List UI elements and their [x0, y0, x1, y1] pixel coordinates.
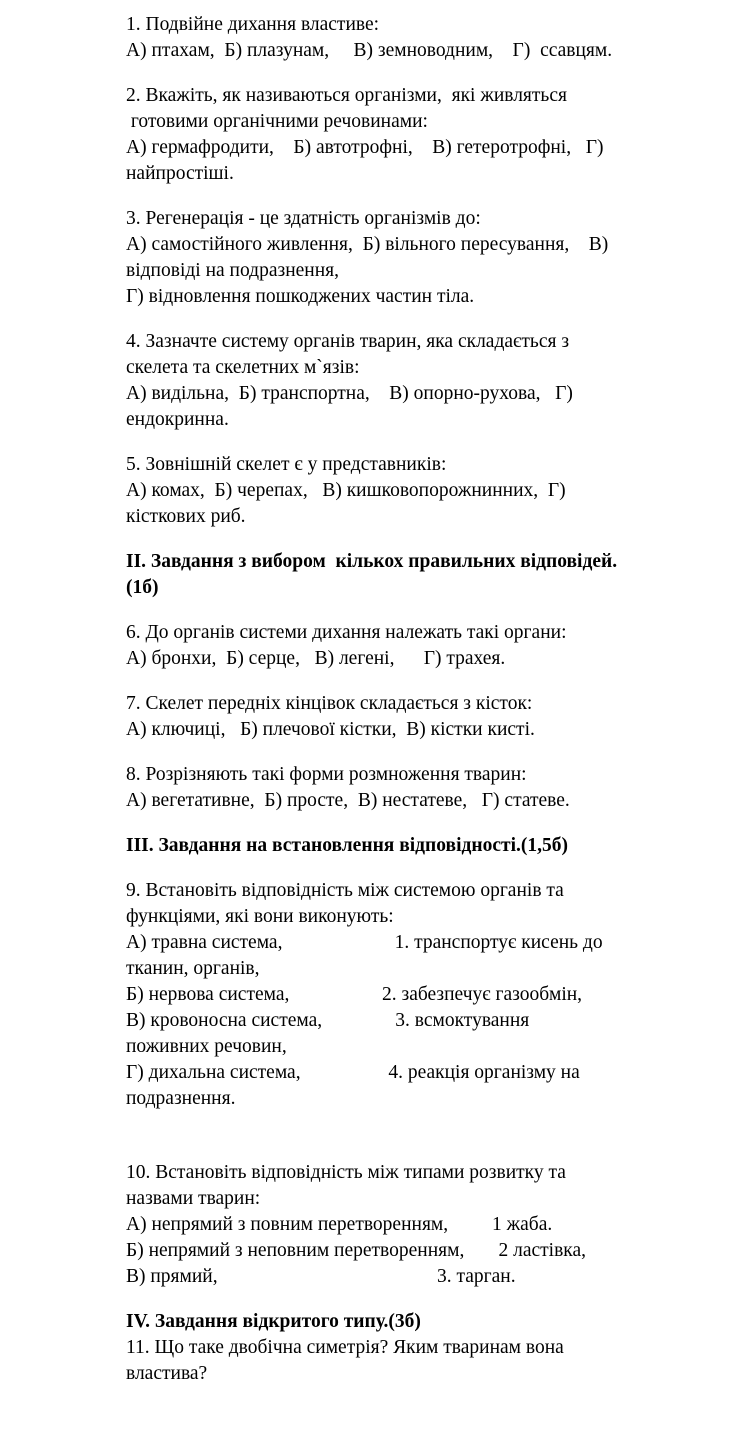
question-5-block — [126, 452, 655, 530]
text-line: 3. Регенерація - це здатність організмів до: — [126, 208, 481, 229]
heading-line: IV. Завдання відкритого типу.(3б) — [126, 1311, 421, 1332]
text-line: В) кровоносна система, 3. всмоктування — [126, 1010, 530, 1031]
question-1-block — [126, 12, 655, 64]
text-line: А) вегетативне, Б) просте, В) нестатеве, Г) статеве. — [126, 790, 570, 811]
question-6-block — [126, 620, 655, 672]
text-line: А) непрямий з повним перетворенням, 1 жаба. — [126, 1214, 553, 1235]
section-iv-heading — [126, 1309, 655, 1335]
text-line: Б) непрямий з неповним перетворенням, 2 ластівка, — [126, 1240, 586, 1261]
text-line: готовими органічними речовинами: — [126, 111, 428, 132]
question-2-block — [126, 83, 655, 187]
text-line: кісткових риб. — [126, 506, 246, 527]
text-line: поживних речовин, — [126, 1036, 287, 1057]
text-line: 5. Зовнішній скелет є у представників: — [126, 454, 447, 475]
text-line: подразнення. — [126, 1088, 236, 1109]
text-line: А) гермафродити, Б) автотрофні, В) гетеротрофні, Г) — [126, 137, 604, 158]
text-line: відповіді на подразнення, — [126, 260, 339, 281]
question-4-block — [126, 329, 655, 433]
text-line: А) бронхи, Б) серце, В) легені, Г) трахея. — [126, 648, 506, 669]
question-9-block — [126, 878, 655, 1112]
text-line: найпростіші. — [126, 163, 234, 184]
heading-line: II. Завдання з вибором кількох правильних відповідей. — [126, 551, 618, 572]
text-line: 10. Встановіть відповідність між типами розвитку та — [126, 1162, 566, 1183]
text-line: скелета та скелетних м`язів: — [126, 357, 360, 378]
text-line: 2. Вкажіть, як називаються організми, які живляться — [126, 85, 567, 106]
heading-line: (1б) — [126, 577, 159, 598]
question-11-block — [126, 1335, 655, 1387]
text-line: функціями, які вони виконують: — [126, 906, 394, 927]
text-line: А) ключиці, Б) плечової кістки, В) кістки кисті. — [126, 719, 535, 740]
heading-line: III. Завдання на встановлення відповідності.(1,5б) — [126, 835, 568, 856]
text-line: тканин, органів, — [126, 958, 260, 979]
text-line: 6. До органів системи дихання належать такі органи: — [126, 622, 567, 643]
text-line: Б) нервова система, 2. забезпечує газообмін, — [126, 984, 583, 1005]
text-line: 4. Зазначте систему органів тварин, яка складається з — [126, 331, 570, 352]
section-iii-heading — [126, 833, 655, 859]
text-line: А) птахам, Б) плазунам, В) земноводним, Г) ссавцям. — [126, 40, 613, 61]
question-3-block — [126, 206, 655, 310]
text-line: А) травна система, 1. транспортує кисень до — [126, 932, 603, 953]
text-line: 9. Встановіть відповідність між системою органів та — [126, 880, 564, 901]
text-line: властива? — [126, 1363, 208, 1384]
text-line: 7. Скелет передніх кінцівок складається з кісток: — [126, 693, 533, 714]
text-line: А) самостійного живлення, Б) вільного пересування, В) — [126, 234, 609, 255]
question-8-block — [126, 762, 655, 814]
text-line: 11. Що таке двобічна симетрія? Яким тваринам вона — [126, 1337, 564, 1358]
text-line: назвами тварин: — [126, 1188, 261, 1209]
question-7-block — [126, 691, 655, 743]
text-line: А) комах, Б) черепах, В) кишковопорожнинних, Г) — [126, 480, 566, 501]
text-line: Г) дихальна система, 4. реакція організму на — [126, 1062, 580, 1083]
text-line: 1. Подвійне дихання властиве: — [126, 14, 380, 35]
text-line: А) видільна, Б) транспортна, В) опорно-рухова, Г) — [126, 383, 573, 404]
section-ii-heading — [126, 549, 655, 601]
text-line: 8. Розрізняють такі форми розмноження тварин: — [126, 764, 527, 785]
question-10-block — [126, 1160, 655, 1290]
text-line: Г) відновлення пошкоджених частин тіла. — [126, 286, 475, 307]
text-line: В) прямий, 3. тарган. — [126, 1266, 516, 1287]
text-line: ендокринна. — [126, 409, 229, 430]
